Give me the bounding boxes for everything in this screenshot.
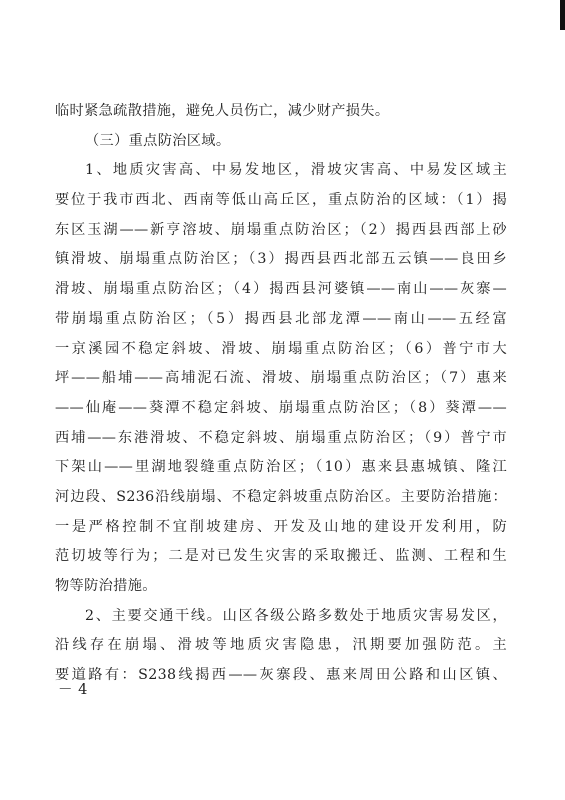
text-line: 坪——船埔——高埔泥石流、滑坡、崩塌重点防治区；（7）惠来 [55,370,507,387]
text-line: 带崩塌重点防治区；（5）揭西县北部龙潭——南山——五经富 [55,310,507,327]
page-edge-bar [560,0,565,30]
text-line: 镇滑坡、崩塌重点防治区；（3）揭西县西北部五云镇——良田乡 [55,251,507,268]
text-line: 1、地质灾害高、中易发地区，滑坡灾害高、中易发区域主 [85,162,507,179]
page-number: － 4 [58,682,88,698]
text-line: 河边段、S236沿线崩塌、不稳定斜坡重点防治区。主要防治措施： [55,488,507,505]
text-line: 西埔——东港滑坡、不稳定斜坡、崩塌重点防治区；（9）普宁市 [55,429,507,446]
text-line: 一京溪园不稳定斜坡、滑坡、崩塌重点防治区；（6）普宁市大 [55,340,507,357]
text-line: 滑坡、崩塌重点防治区；（4）揭西县河婆镇——南山——灰寨— [55,281,507,298]
text-line: 物等防治措施。 [55,578,157,594]
text-line: 东区玉湖——新亨溶坡、崩塌重点防治区；（2）揭西县西部上砂 [55,221,507,238]
text-line: 临时紧急疏散措施，避免人员伤亡，减少财产损失。 [55,103,390,119]
text-line: 沿线存在崩塌、滑坡等地质灾害隐患，汛期要加强防范。主 [55,637,507,654]
section-heading: （三）重点防治区域。 [85,132,231,149]
text-line: 下架山——里湖地裂缝重点防治区；（10）惠来县惠城镇、隆江 [55,459,507,476]
text-line: ——仙庵——葵潭不稳定斜坡、崩塌重点防治区；（8）葵潭—— [55,399,507,416]
text-line: 要道路有：S238线揭西——灰寨段、惠来周田公路和山区镇、 [55,667,507,684]
text-line: 要位于我市西北、西南等低山高丘区，重点防治的区域：（1）揭 [55,192,507,209]
text-line: 范切坡等行为；二是对已发生灾害的采取搬迁、监测、工程和生 [55,548,507,565]
text-line: 一是严格控制不宜削坡建房、开发及山地的建设开发利用，防 [55,518,507,535]
document-body [55,97,507,691]
text-line: 2、主要交通干线。山区各级公路多数处于地质灾害易发区， [85,607,507,624]
